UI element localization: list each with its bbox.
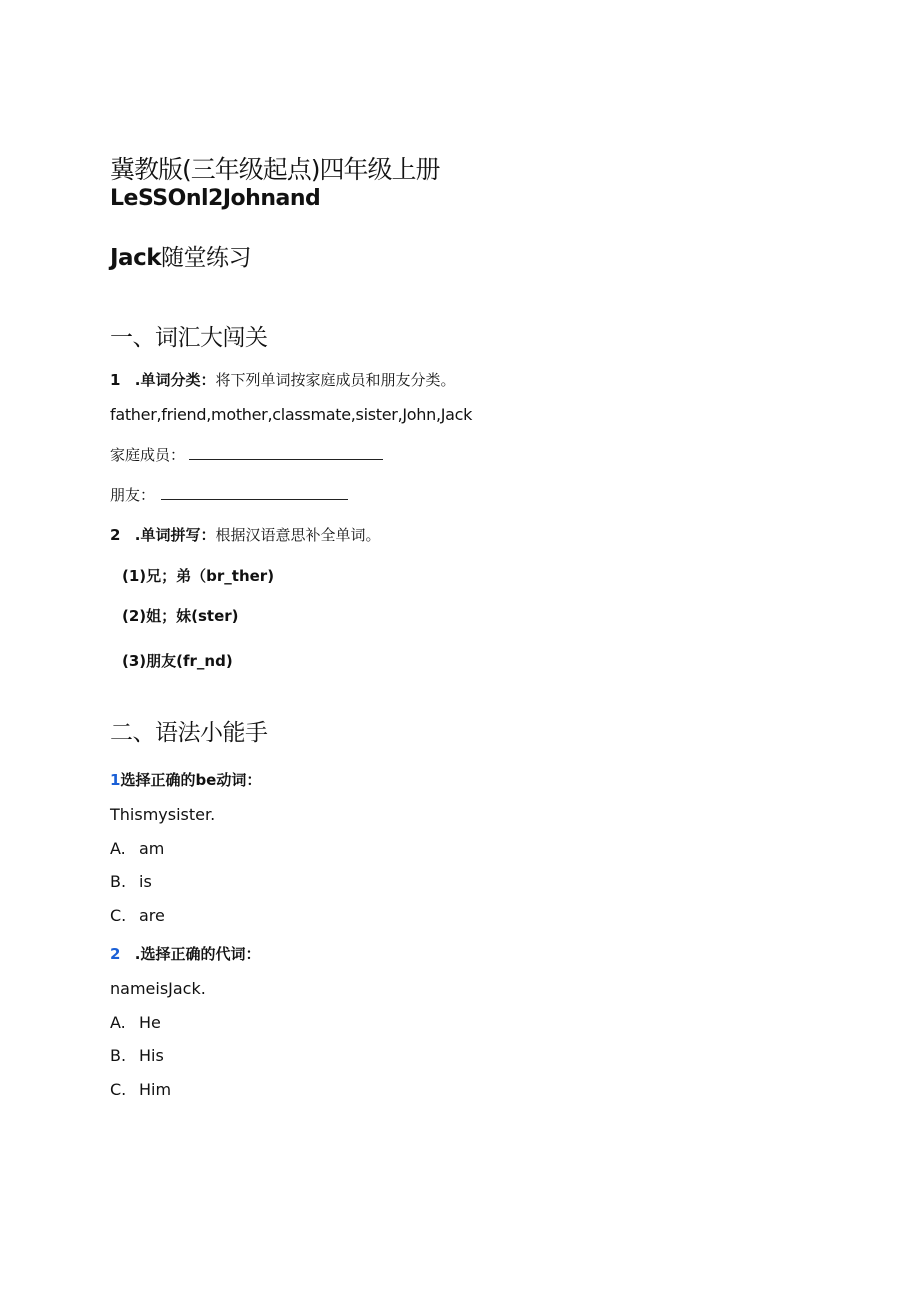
question-2-1 bbox=[110, 769, 261, 790]
family-answer-row bbox=[110, 444, 383, 465]
page-title: 冀教版(三年级起点)四年级上册 bbox=[110, 155, 440, 184]
spelling-item-2: (2)姐；妹(ster) bbox=[122, 607, 239, 625]
subtitle-english: Jack bbox=[110, 245, 162, 271]
question-label: .单词拼写： bbox=[134, 526, 216, 544]
question-number: 2 bbox=[110, 945, 121, 963]
page-title-subtitle bbox=[110, 239, 251, 272]
option-text: am bbox=[139, 839, 165, 858]
question-instruction: 将下列单词按家庭成员和朋友分类。 bbox=[215, 371, 456, 389]
spelling-item-1: (1)兄；弟（br_ther) bbox=[122, 567, 275, 585]
question-label: 选择正确的be动词： bbox=[120, 771, 262, 789]
question-sentence: Thismysister. bbox=[110, 805, 216, 824]
word-list: father,friend,mother,classmate,sister,John,Jack bbox=[110, 405, 473, 424]
option-b[interactable] bbox=[110, 872, 152, 891]
friends-answer-blank[interactable] bbox=[161, 498, 348, 500]
option-text: His bbox=[139, 1046, 164, 1065]
option-letter: C. bbox=[110, 906, 127, 925]
section-heading-vocabulary: 一、词汇大闯关 bbox=[110, 325, 268, 351]
family-label: 家庭成员： bbox=[110, 446, 186, 464]
option-a[interactable] bbox=[110, 1013, 161, 1032]
option-c[interactable] bbox=[110, 1080, 171, 1099]
question-number: 2 bbox=[110, 526, 121, 544]
option-text: He bbox=[139, 1013, 161, 1032]
option-c[interactable] bbox=[110, 906, 165, 925]
family-answer-blank[interactable] bbox=[189, 458, 383, 460]
option-text: is bbox=[139, 872, 152, 891]
option-letter: A. bbox=[110, 839, 126, 858]
question-1-2 bbox=[110, 524, 380, 545]
friends-answer-row bbox=[110, 484, 348, 505]
question-label: .选择正确的代词： bbox=[134, 945, 261, 963]
friends-label: 朋友： bbox=[110, 486, 156, 504]
option-a[interactable] bbox=[110, 839, 164, 858]
spelling-item-3: (3)朋友(fr_nd) bbox=[122, 652, 233, 670]
question-sentence: nameisJack. bbox=[110, 979, 206, 998]
option-letter: B. bbox=[110, 1046, 127, 1065]
option-text: are bbox=[139, 906, 165, 925]
page-title-lesson: LeSSOnl2Johnand bbox=[110, 186, 321, 211]
question-number: 1 bbox=[110, 371, 121, 389]
option-text: Him bbox=[139, 1080, 172, 1099]
option-letter: A. bbox=[110, 1013, 126, 1032]
option-letter: B. bbox=[110, 872, 127, 891]
option-b[interactable] bbox=[110, 1046, 164, 1065]
question-2-2 bbox=[110, 943, 260, 964]
question-instruction: 根据汉语意思补全单词。 bbox=[215, 526, 381, 544]
question-label: .单词分类： bbox=[134, 371, 216, 389]
section-heading-grammar: 二、语法小能手 bbox=[110, 720, 268, 746]
subtitle-chinese: 随堂练习 bbox=[161, 245, 252, 271]
question-1-1 bbox=[110, 369, 455, 390]
question-number: 1 bbox=[110, 771, 121, 789]
option-letter: C. bbox=[110, 1080, 127, 1099]
